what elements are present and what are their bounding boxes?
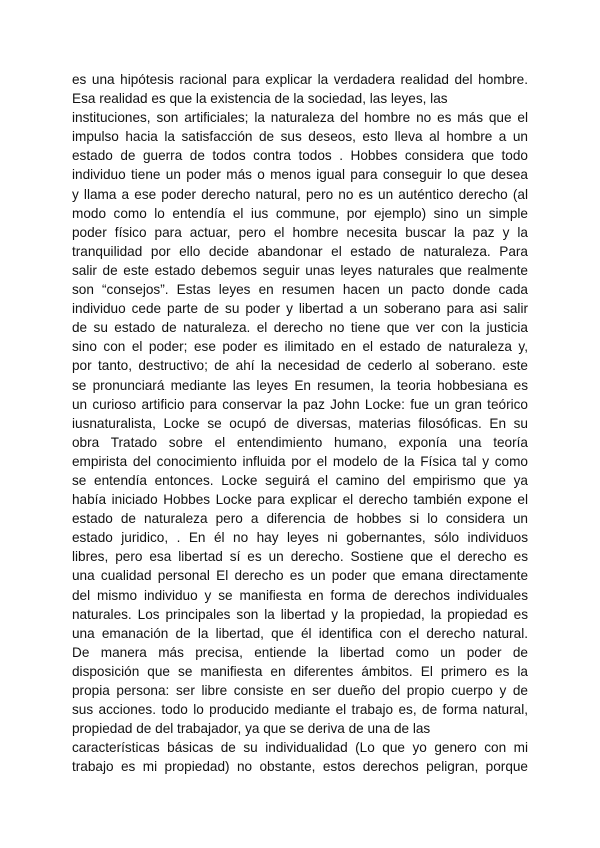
text-line: de su estado de naturaleza. el derecho no tiene que ver con la justicia: [72, 320, 528, 336]
text-line: son “consejos”. Estas leyes en resumen hacen un pacto donde cada: [72, 282, 528, 298]
text-line: disposición que se manifiesta en diferentes ámbitos. El primero es la: [72, 663, 528, 679]
text-line: una emanación de la libertad, que él identifica con el derecho natural.: [72, 625, 528, 641]
text-line: salir de este estado debemos seguir unas leyes naturales que realmente: [72, 262, 528, 278]
text-line: estado de naturaleza pero a diferencia de hobbes si lo considera un: [72, 511, 528, 527]
text-line: empirista del conocimiento influida por el modelo de la Física tal y como: [72, 453, 528, 469]
text-line: propiedad de del trabajador, ya que se deriva de una de las: [72, 721, 431, 737]
text-line: propia persona: ser libre consiste en ser dueño del propio cuerpo y de: [72, 683, 528, 698]
text-line: individuo cede parte de su poder y libertad a un soberano para asi salir: [72, 301, 528, 317]
body-text: [72, 70, 528, 776]
text-line: iusnaturalista, Locke se ocupó de diversas, materias filosóficas. En su: [72, 415, 528, 431]
text-line: modo como lo entendía el ius commune, por ejemplo) sino un simple: [72, 205, 528, 221]
text-line: del mismo individuo y se manifiesta en forma de derechos individuales: [72, 587, 528, 603]
text-line: una cualidad personal El derecho es un poder que emana directamente: [72, 568, 528, 584]
text-line: tranquilidad por ello decide abandonar el estado de naturaleza. Para: [72, 243, 528, 259]
text-line: obra Tratado sobre el entendimiento humano, exponía una teoría: [72, 434, 528, 450]
text-line: impulso hacia la satisfacción de sus deseos, esto lleva al hombre a un: [72, 129, 528, 145]
text-line: había iniciado Hobbes Locke para explicar el derecho también expone el: [72, 492, 528, 508]
text-line: estado juridico, . En él no hay leyes ni gobernantes, sólo individuos: [72, 530, 528, 546]
text-line: se entendía entonces. Locke seguirá el camino del empirismo que ya: [72, 472, 528, 488]
text-line: estado de guerra de todos contra todos . Hobbes considera que todo: [72, 148, 528, 164]
text-line: Esa realidad es que la existencia de la sociedad, las leyes, las: [72, 91, 448, 107]
text-line: sino con el poder; ese poder es ilimitado en el estado de naturaleza y,: [72, 339, 528, 355]
text-line: instituciones, son artificiales; la naturaleza del hombre no es más que el: [72, 110, 528, 126]
text-line: un curioso artificio para conservar la paz John Locke: fue un gran teórico: [72, 396, 528, 412]
text-line: características básicas de su individualidad (Lo que yo genero con mi: [72, 740, 528, 756]
text-line: naturales. Los principales son la libertad y la propiedad, la propiedad es: [72, 606, 528, 622]
text-line: se pronunciará mediante las leyes En resumen, la teoria hobbesiana es: [72, 377, 528, 393]
text-line: poder físico para actuar, pero el hombre necesita buscar la paz y la: [72, 224, 528, 240]
text-line: libres, pero esa libertad sí es un derecho. Sostiene que el derecho es: [72, 549, 528, 565]
text-line: por tanto, destructivo; de ahí la necesidad de cederlo al soberano. este: [72, 358, 528, 374]
text-line: sus acciones. todo lo producido mediante el trabajo es, de forma natural,: [72, 702, 528, 718]
text-line: trabajo es mi propiedad) no obstante, estos derechos peligran, porque: [72, 759, 528, 775]
text-line: y llama a ese poder derecho natural, pero no es un auténtico derecho (al: [72, 186, 528, 202]
text-line: individuo tiene un poder más o menos igual para conseguir lo que desea: [72, 167, 528, 183]
text-line: De manera más precisa, entiende la libertad como un poder de: [72, 644, 528, 660]
text-line: es una hipótesis racional para explicar la verdadera realidad del hombre.: [72, 72, 528, 87]
